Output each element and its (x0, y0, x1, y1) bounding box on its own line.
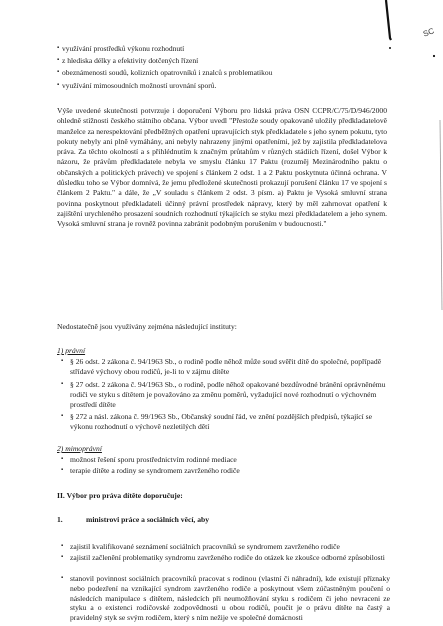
section-heading-recommendations: II. Výbor pro práva dítěte doporučuje: (57, 491, 183, 500)
list-item: ▪ zajistil kvalifikované seznámení sociálních pracovníků se syndromem zavrženého rodiče (70, 542, 390, 552)
right-edge-line (434, 120, 443, 320)
section-heading-nonlegal: 2) mimoprávní (57, 444, 102, 453)
list-item: ▪ stanovil povinnost sociálních pracovníků pracovat s rodinou (vlastní či náhradní), kde existují příznaky nebo podezření na vznikající syndrom zavrženého rodiče a poskytnout všem zúčastněným poučení o následcích manipulace s dítětem, následcích při neumožňování styku s rodičem či jeho nevraceni ze styku a o existenci rodičovské zodpovědnosti u obou rodičů, poučit je o právu dítěte na častý a pravidelný styk se svým rodičem, který s ním nežije ve společné domácnosti (70, 574, 390, 623)
paragraph-institutes-intro: Nedostatečně jsou využívány zejména následující instituty: (57, 322, 237, 331)
paragraph-committee-recommendation: Výše uvedené skutečnosti potvrzuje i doporučení Výboru pro lidská práva OSN CCPR/C/75/D/946/2000 ohledně stížnosti českého státního občana. Výbor uvedl "Přestože soudy opakovaně uložily předkladatelově manželce za nerespektování předběžných opatření upravujících styk předkladatele s jeho synem pokutu, tyto pokuty nebyly ani plně vymáhány, ani nebyly nahrazeny jinými opatřeními, jež by zajistila předkladatelova práva. Za těchto okolností a s přihlédnutím k značným průtahům v různých stádiích řízení, došel Výbor k názoru, že právům předkladatele nebyla ve smyslu článku 17 Paktu (rozuměj Mezinárodního paktu o občanských a politických právech) ve spojení s článkem 2 odst. 1 a 2 Paktu poskytnuta účinná ochrana. V důsledku toho se Výbor domnívá, že jemu předložené skutečnosti prokazují porušení článku 17 ve spojení s článkem 2 Paktu." a dále, že „V souladu s článkem 2 odst. 3 písm. a) Paktu je Vysoká smluvní strana povinna poskytnout předkladateli účinný právní prostředek nápravy, který by měl zahrnovat opatření k zajištění urychleného prosazení soudních rozhodnutí týkajících se styku mezi předkladatelem a jeho synem. Vysoká smluvní strana je rovněž povinna zabránit podobným porušením v budoucnosti." (57, 106, 387, 229)
list-item: ▪ terapie dítěte a rodiny se syndromem zavrženého rodiče (70, 466, 388, 476)
list-item: ▪ obeznámenosti soudů, kolizních opatrovníků i znalců s problematikou (62, 68, 272, 77)
list-item: ▪ § 26 odst. 2 zákona č. 94/1963 Sb., o rodině podle něhož může soud svěřit dítě do společné, popřípadě střídavé výchovy obou rodičů, je-li to v zájmu dítěte (70, 357, 388, 377)
subsection-number: 1. (57, 515, 63, 524)
list-item: ▪ § 272 a násl. zákona č. 99/1963 Sb., Občanský soudní řád, ve znění pozdějších předpisů, týkající se výkonu rozhodnutí o výchově nezletilých dětí (70, 412, 388, 432)
list-item: ▪ možnost řešení sporu prostřednictvím rodinné mediace (70, 455, 388, 465)
section-heading-legal: 1) právní (57, 346, 86, 355)
list-item: ▪ zajistil začlenění problematiky syndromu zavrženého rodiče do otázek ke zkoušce odborné způsobilosti (70, 553, 390, 563)
list-item: ▪ z hlediska délky a efektivity dotčených řízení (62, 56, 198, 65)
corner-stamp-text: SC (421, 26, 436, 39)
list-item: ▪ využívání prostředků výkonu rozhodnutí (62, 44, 184, 53)
subsection-title: ministrovi práce a sociálních věcí, aby (86, 515, 210, 524)
list-item: ▪ § 27 odst. 2 zákona č. 94/1963 Sb., o rodině, podle něhož opakované bezdůvodné bránění oprávněnému rodiči ve styku s dítětem je považováno za změnu poměrů, vyžadující nové rozhodnutí o výchovném prostředí dítěte (70, 380, 388, 410)
list-item: ▪ využívání mimosoudních možností urovnání sporů. (62, 81, 216, 90)
